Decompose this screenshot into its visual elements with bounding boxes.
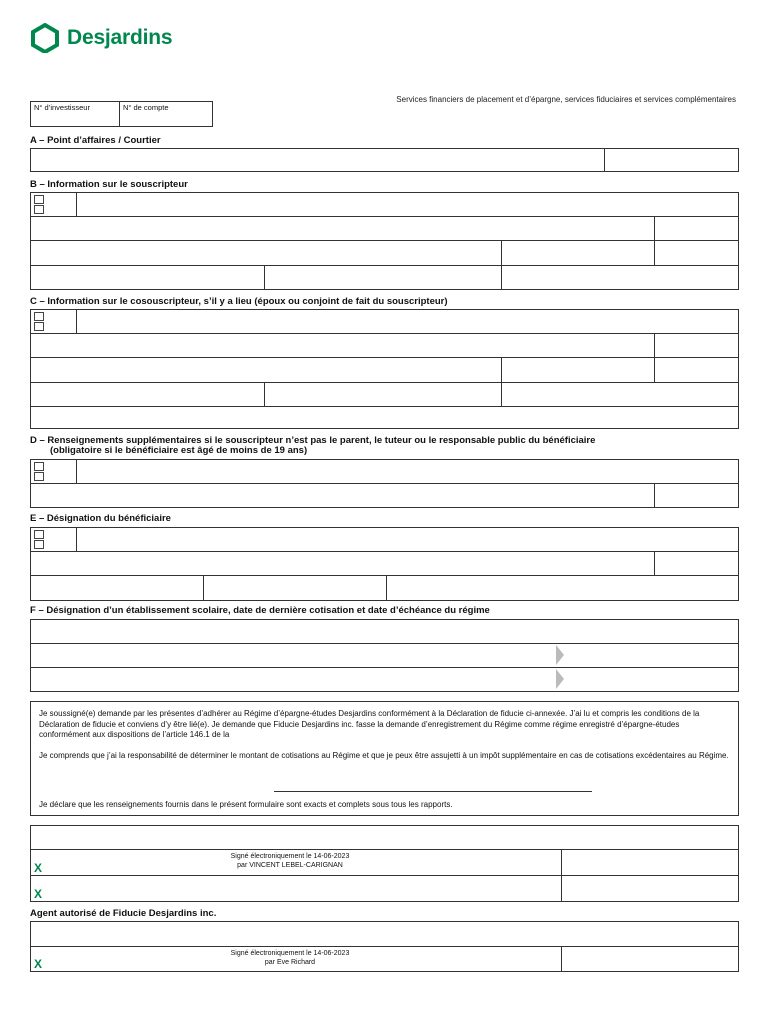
triangle-marker-icon xyxy=(556,645,564,665)
agent-signature-name: par Eve Richard xyxy=(264,959,316,966)
declaration-box xyxy=(30,701,739,816)
section-c-field-3[interactable] xyxy=(654,333,739,358)
declaration-separator xyxy=(274,791,592,792)
cosubscriber-date-field[interactable] xyxy=(561,875,739,902)
section-b-checkbox-1[interactable] xyxy=(34,195,44,204)
section-e-field-5[interactable] xyxy=(203,575,387,601)
section-c-field-10[interactable] xyxy=(30,406,739,429)
investor-number-label: N° d’investisseur xyxy=(34,103,90,112)
section-e-field-4[interactable] xyxy=(30,575,204,601)
declaration-paragraph-1: Je soussigné(e) demande par les présentes d’adhérer au Régime d’épargne-études Desjardins conformément à la Déclaration de fiducie ci-annexée. J’ai lu et compris les conditions de la Déclaration de fiducie et conviens d’y être lié(e). Je demande que Fiducie Desjardins inc. fasse la demande d’enregistrement du Régime comme régime enregistré d’épargne-études conformément aux dispositions de l’article 146.1 de la xyxy=(39,709,700,739)
section-e-checkbox-2[interactable] xyxy=(34,540,44,549)
investor-number-field[interactable] xyxy=(30,101,120,127)
section-d-subtitle: (obligatoire si le bénéficiaire est âgé de moins de 19 ans) xyxy=(50,445,308,456)
subscriber-signature-name: par VINCENT LEBEL-CARIGNAN xyxy=(237,862,343,869)
section-e-title: E – Désignation du bénéficiaire xyxy=(30,513,171,524)
section-a-field-2[interactable] xyxy=(604,148,739,172)
section-b-title: B – Information sur le souscripteur xyxy=(30,179,188,190)
section-c-title: C – Information sur le cosouscripteur, s’il y a lieu (époux ou conjoint de fait du souscripteur) xyxy=(30,296,448,307)
declaration-paragraph-2: Je comprends que j’ai la responsabilité de déterminer le montant de cotisations au Régime et que je peux être assujetti à un impôt supplémentaire en cas de cotisations excédentaires au Régime. xyxy=(39,750,729,760)
header-caption: Services financiers de placement et d’épargne, services fiduciaires et services complémentaires xyxy=(396,95,736,104)
section-b-field-9[interactable] xyxy=(501,265,739,290)
hexagon-logo-icon xyxy=(30,23,60,53)
agent-signature-date: Signé électroniquement le 14-06-2023 xyxy=(230,950,350,957)
section-c-field-2[interactable] xyxy=(30,333,655,358)
signature-x-mark: X xyxy=(34,887,43,901)
signature-field-1[interactable] xyxy=(30,825,739,850)
agent-name-field[interactable] xyxy=(30,921,739,947)
section-d-field-3[interactable] xyxy=(654,483,739,508)
section-d-field-1[interactable] xyxy=(76,459,739,484)
section-e-field-6[interactable] xyxy=(386,575,739,601)
section-b-field-2[interactable] xyxy=(30,216,655,241)
section-b-field-6[interactable] xyxy=(654,240,739,266)
subscriber-signature-stamp xyxy=(180,852,400,870)
declaration-paragraph-3: Je déclare que les renseignements fournis dans le présent formulaire sont exacts et complets sous tous les rapports. xyxy=(39,800,453,809)
subscriber-date-field[interactable] xyxy=(561,849,739,876)
section-b-field-7[interactable] xyxy=(30,265,265,290)
section-b-checkbox-2[interactable] xyxy=(34,205,44,214)
section-e-field-2[interactable] xyxy=(30,551,655,576)
section-e-field-3[interactable] xyxy=(654,551,739,576)
account-number-field[interactable] xyxy=(119,101,213,127)
section-d-checkbox-2[interactable] xyxy=(34,472,44,481)
section-f-field-2[interactable] xyxy=(30,643,739,668)
cosubscriber-signature-field[interactable] xyxy=(30,875,562,902)
section-c-field-6[interactable] xyxy=(654,357,739,383)
desjardins-logo xyxy=(30,24,172,52)
section-c-field-1[interactable] xyxy=(76,309,739,334)
agent-title: Agent autorisé de Fiducie Desjardins inc. xyxy=(30,908,217,919)
signature-x-mark: X xyxy=(34,957,43,971)
section-c-field-4[interactable] xyxy=(30,357,502,383)
section-c-field-7[interactable] xyxy=(30,382,265,407)
section-c-checkbox-1[interactable] xyxy=(34,312,44,321)
section-f-field-1[interactable] xyxy=(30,619,739,644)
agent-signature-stamp xyxy=(180,949,400,967)
signature-x-mark: X xyxy=(34,861,43,875)
triangle-marker-icon xyxy=(556,669,564,689)
account-number-label: N° de compte xyxy=(123,103,169,112)
section-a-title: A – Point d’affaires / Courtier xyxy=(30,135,161,146)
section-c-field-8[interactable] xyxy=(264,382,502,407)
section-d-field-2[interactable] xyxy=(30,483,655,508)
section-b-field-5[interactable] xyxy=(501,240,655,266)
section-b-field-4[interactable] xyxy=(30,240,502,266)
section-c-field-9[interactable] xyxy=(501,382,739,407)
section-d-title: D – Renseignements supplémentaires si le souscripteur n’est pas le parent, le tuteur ou le responsable public du bénéficiaire xyxy=(30,435,596,446)
section-b-field-1[interactable] xyxy=(76,192,739,217)
section-d-checkbox-1[interactable] xyxy=(34,462,44,471)
section-b-field-8[interactable] xyxy=(264,265,502,290)
subscriber-signature-date: Signé électroniquement le 14-06-2023 xyxy=(230,853,350,860)
brand-name: Desjardins xyxy=(67,26,173,49)
section-c-checkbox-2[interactable] xyxy=(34,322,44,331)
section-b-field-3[interactable] xyxy=(654,216,739,241)
agent-date-field[interactable] xyxy=(561,946,739,972)
section-f-field-3[interactable] xyxy=(30,667,739,692)
section-c-field-5[interactable] xyxy=(501,357,655,383)
section-f-title: F – Désignation d’un établissement scolaire, date de dernière cotisation et date d’échéance du régime xyxy=(30,605,490,616)
section-e-field-1[interactable] xyxy=(76,527,739,552)
section-e-checkbox-1[interactable] xyxy=(34,530,44,539)
section-a-field-1[interactable] xyxy=(30,148,605,172)
